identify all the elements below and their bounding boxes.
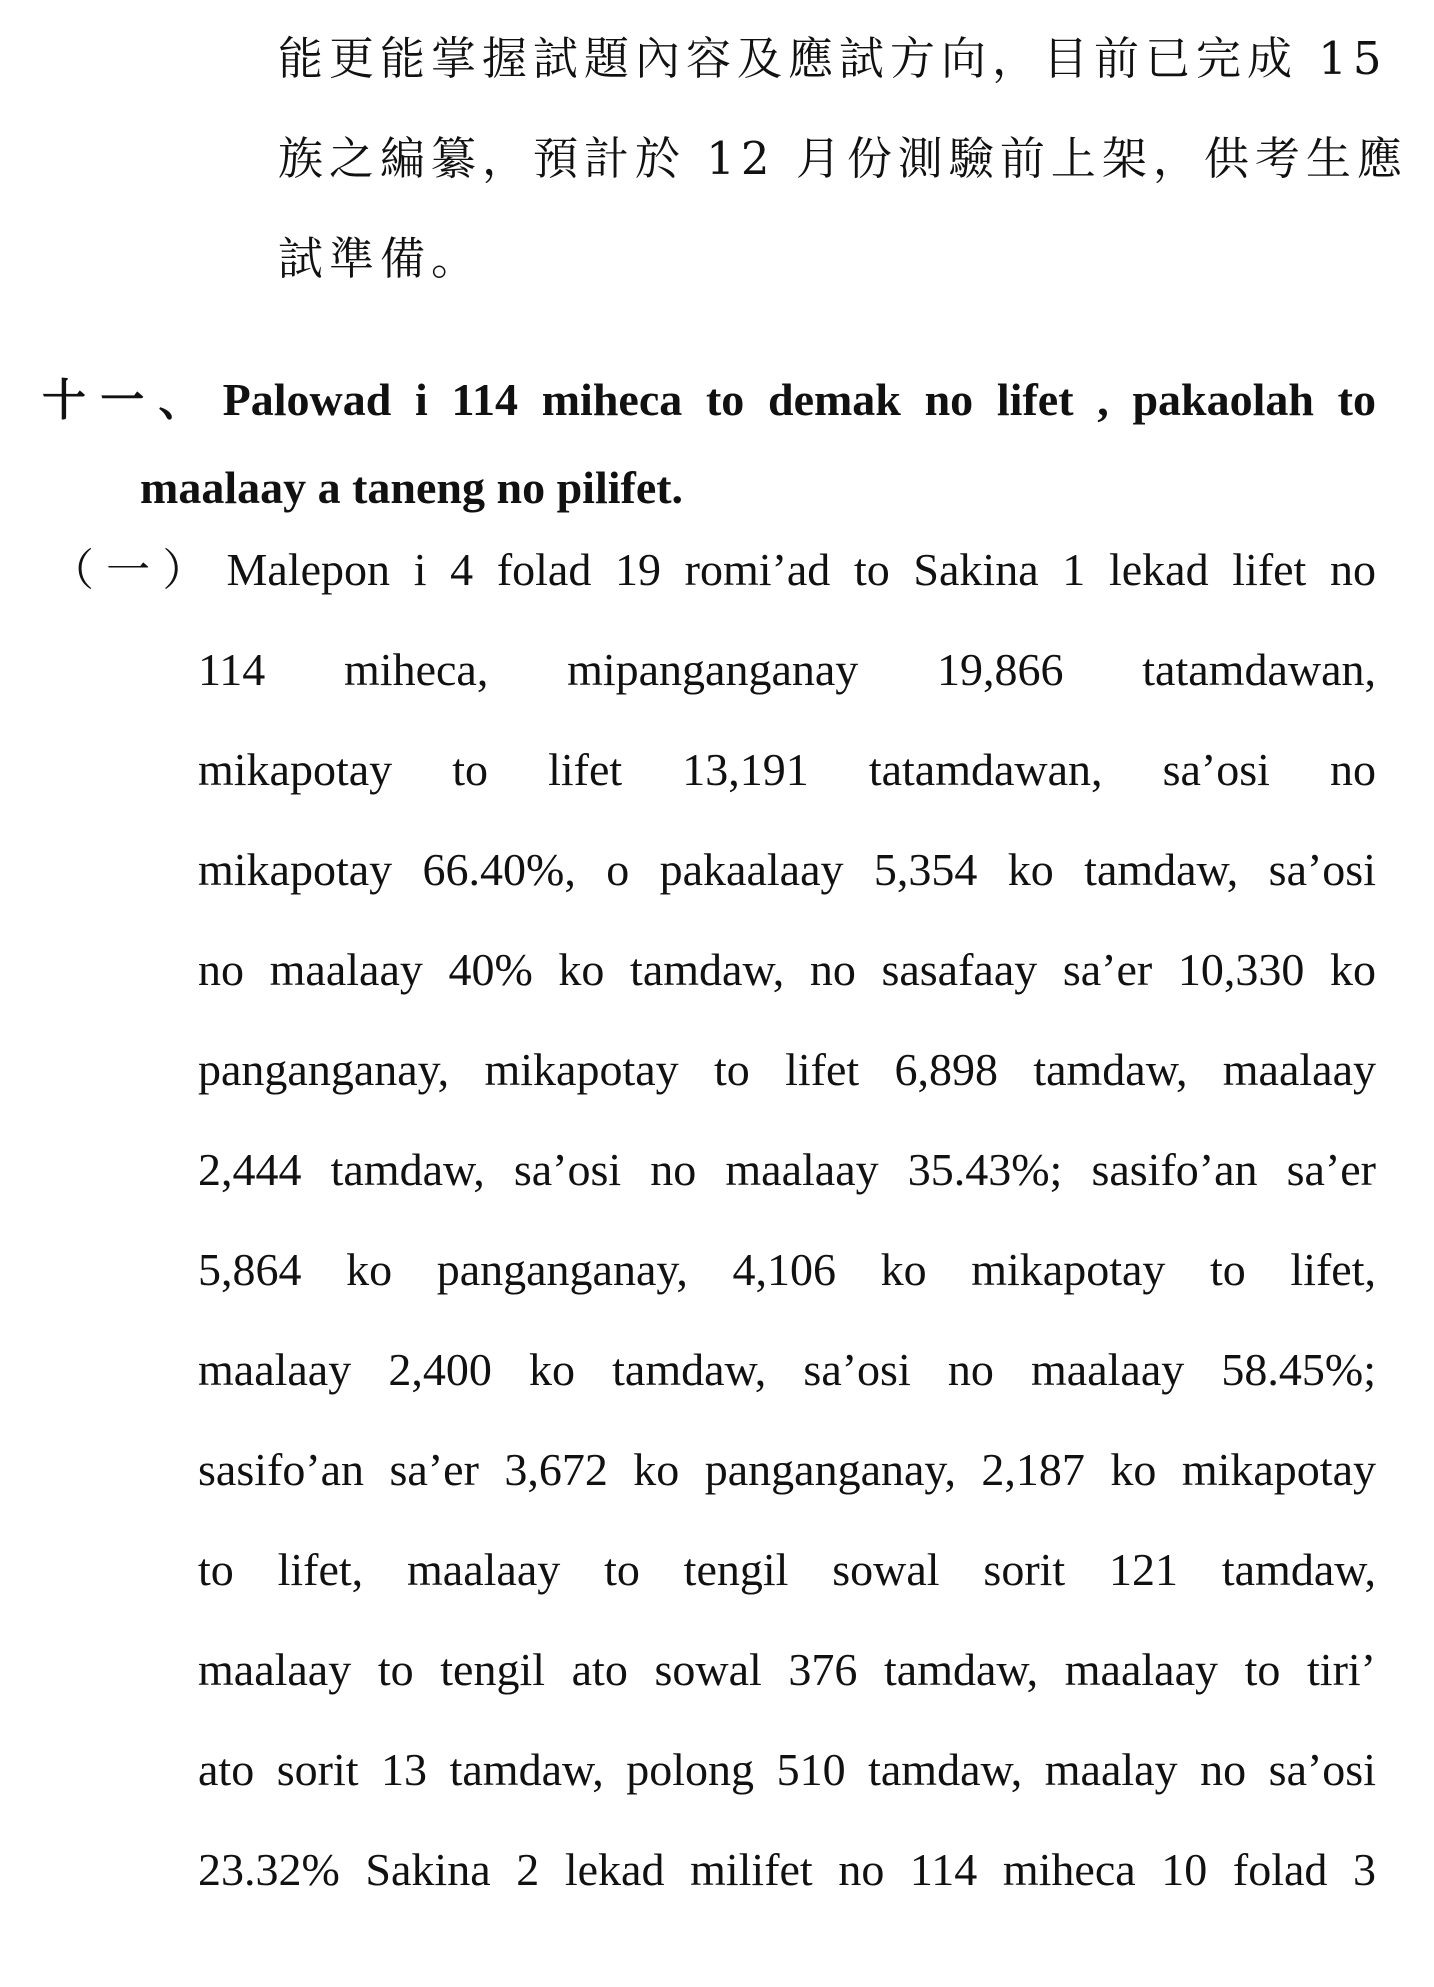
item-first-line-text: Malepon i 4 folad 19 romi’ad to Sakina 1 lekad lifet no (226, 544, 1376, 595)
section-heading (42, 370, 1376, 430)
item-line: no maalaay 40% ko tamdaw, no sasafaay sa’er 10,330 ko (198, 944, 1376, 995)
item-line: panganganay, mikapotay to lifet 6,898 tamdaw, maalaay (198, 1044, 1376, 1095)
section-number: 十一、 (42, 375, 217, 426)
item-line: 2,444 tamdaw, sa’osi no maalaay 35.43%; sasifo’an sa’er (198, 1144, 1376, 1195)
item-first-line (50, 540, 1376, 600)
section-heading-line-2: maalaay a taneng no pilifet. (140, 462, 684, 513)
item-line: 114 miheca, mipanganganay 19,866 tatamdawan, (198, 644, 1376, 695)
item-line: maalaay to tengil ato sowal 376 tamdaw, maalaay to tiri’ (198, 1644, 1376, 1695)
item-line: to lifet, maalaay to tengil sowal sorit 121 tamdaw, (198, 1544, 1376, 1595)
item-line: mikapotay to lifet 13,191 tatamdawan, sa’osi no (198, 744, 1376, 795)
section-heading-text-1: Palowad i 114 miheca to demak no lifet , pakaolah to (222, 374, 1376, 425)
intro-line-2: 族之編纂，預計於 12 月份測驗前上架，供考生應 (278, 132, 1408, 185)
intro-line-1: 能更能掌握試題內容及應試方向，目前已完成 15 (278, 32, 1388, 85)
item-line: 23.32% Sakina 2 lekad milifet no 114 miheca 10 folad 3 (198, 1844, 1376, 1895)
item-line: 5,864 ko panganganay, 4,106 ko mikapotay to lifet, (198, 1244, 1376, 1295)
item-line: mikapotay 66.40%, o pakaalaay 5,354 ko tamdaw, sa’osi (198, 844, 1376, 895)
item-line: ato sorit 13 tamdaw, polong 510 tamdaw, maalay no sa’osi (198, 1744, 1376, 1795)
intro-line-3: 試準備。 (278, 232, 483, 285)
item-line: sasifo’an sa’er 3,672 ko panganganay, 2,187 ko mikapotay (198, 1444, 1376, 1495)
item-line: maalaay 2,400 ko tamdaw, sa’osi no maalaay 58.45%; (198, 1344, 1376, 1395)
item-number: （一） (50, 545, 219, 596)
